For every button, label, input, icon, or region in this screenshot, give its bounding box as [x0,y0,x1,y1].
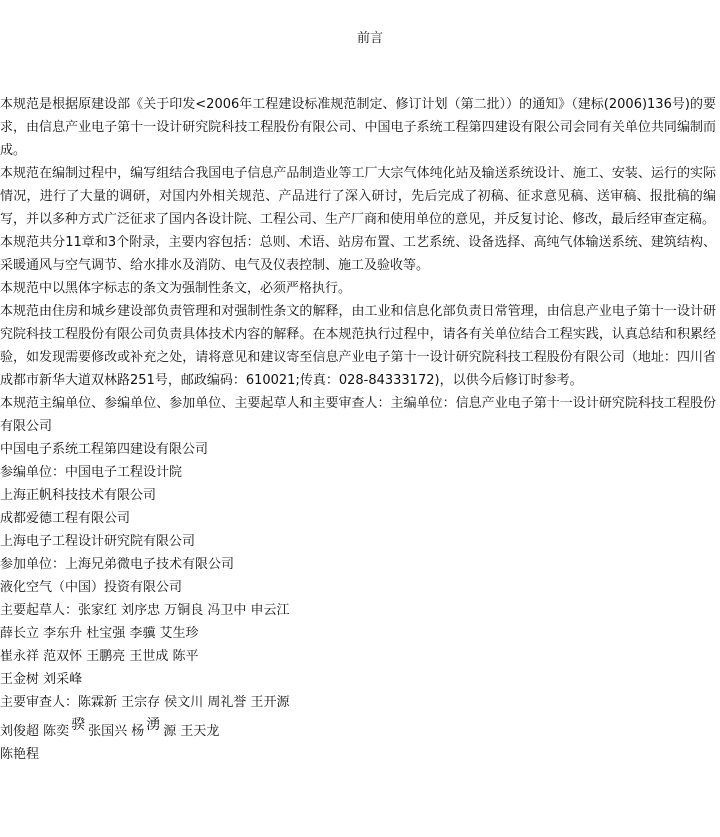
participating-unit-line: 成都爱德工程有限公司 [0,511,131,526]
paragraph-mandatory: 本规范中以黑体字标志的条文为强制性条文，必须严格执行。 [0,281,352,296]
drafter-line: 薛长立 李东升 杜宝强 李骥 艾生珍 [0,626,199,641]
joining-unit-line: 液化空气（中国）投资有限公司 [0,580,183,595]
drafter-line: 王金树 刘采峰 [0,672,83,687]
page-title: 前言 [356,31,383,46]
paragraph-intro: 本规范是根据原建设部《关于印发<2006年工程建设标准规范制定、修订计划（第二批））的通知》（建标(2006)136号)的要求，由信息产业电子第十一设计研究院科技工程股份有限公司、中国电子系统工程第四建设有限公司会同有关单位共同编制而成。 [0,97,716,158]
paragraph-contents: 本规范共分11章和3个附录，主要内容包括：总则、术语、站房布置、工艺系统、设备选择、高纯气体输送系统、建筑结构、采暖通风与空气调节、给水排水及消防、电气及仪表控制、施工及验收等。 [0,235,716,273]
chief-unit-line: 中国电子系统工程第四建设有限公司 [0,442,209,457]
paragraph-management: 本规范由住房和城乡建设部负责管理和对强制性条文的解释，由工业和信息化部负责日常管理，由信息产业电子第十一设计研究院科技工程股份有限公司负责具体技术内容的解释。在本规范执行过程中，请各有关单位结合工程实践，认真总结和积累经验，如发现需要修改或补充之处，请将意见和建议寄至信息产业电子第十一设计研究院科技工程股份有限公司（地址：四川省成都市新华大道双林路251号，邮政编码：610021;传真：028-84333172)，以供今后修订时参考。 [0,304,716,388]
participating-unit-line: 上海电子工程设计研究院有限公司 [0,534,196,549]
reviewer-line: 陈艳程 [0,747,40,762]
joining-unit-line: 参加单位：上海兄弟微电子技术有限公司 [0,557,235,572]
reviewer-names-part: 源 王天龙 [163,724,220,739]
paragraph-units-intro: 本规范主编单位、参编单位、参加单位、主要起草人和主要审查人：主编单位：信息产业电子第十一设计研究院科技工程股份有限公司 [0,396,716,434]
reviewer-line: 主要审查人：陈霖新 王宗存 侯文川 周礼誉 王开源 [0,695,290,710]
reviewer-name-char: 湧 [146,717,161,733]
participating-unit-line: 上海正帆科技技术有限公司 [0,488,157,503]
document-body [0,93,716,766]
participating-unit-line: 参编单位：中国电子工程设计院 [0,465,183,480]
paragraph-process: 本规范在编制过程中，编写组结合我国电子信息产品制造业等工厂大宗气体纯化站及输送系统设计、施工、安装、运行的实际情况，进行了大量的调研，对国内外相关规范、产品进行了深入研讨，先后完成了初稿、征求意见稿、送审稿、报批稿的编写，并以多种方式广泛征求了国内各设计院、工程公司、生产厂商和使用单位的意见，并反复讨论、修改，最后经审查定稿。 [0,166,716,227]
reviewer-line [0,714,716,743]
reviewer-names-part: 张国兴 杨 [88,724,145,739]
reviewer-names-part: 刘俊超 陈奕 [0,724,70,739]
reviewer-name-char: 骙 [71,717,86,733]
drafter-line: 主要起草人：张家红 刘序忠 万铜良 冯卫中 申云江 [0,603,290,618]
drafter-line: 崔永祥 范双怀 王鹏亮 王世成 陈平 [0,649,199,664]
